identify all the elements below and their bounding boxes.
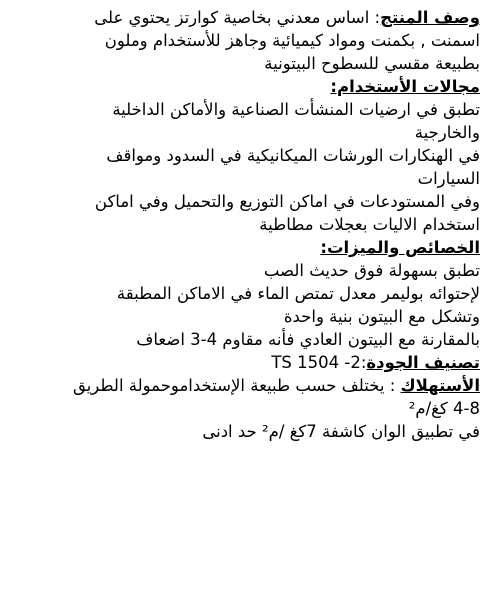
consumption-line-1 [22, 374, 480, 397]
features-line-2: لإحتوائه بوليمر معدل تمتص الماء في الاماكن المطبقة [116, 284, 480, 303]
quality-value: :2- TS 1504 [271, 353, 367, 372]
features-line-3: وتشكل مع البيتون بنية واحدة [283, 307, 480, 326]
description-label: وصف المنتج [380, 8, 480, 27]
features-line-4: بالمقارنة مع البيتون العادي فأنه مقاوم 4-3 اضعاف [136, 330, 480, 349]
description-line-2: اسمنت , بكمنت ومواد كيميائية وجاهز للأستخدام وملون [104, 31, 480, 50]
description-separator: : [369, 8, 381, 27]
description-line-3: بطبيعة مقسي للسطوح البيتونية [264, 54, 480, 73]
uses-line-4: السيارات [417, 169, 480, 188]
quality-label: تصنيف الجودة [366, 353, 480, 372]
uses-heading: مجالات الأستخدام: [330, 77, 480, 96]
uses-line-6: استخدام الاليات بعجلات مطاطية [259, 215, 480, 234]
consumption-label: الأستهلاك [400, 376, 480, 395]
uses-line-2: والخارجية [414, 123, 480, 142]
features-line-1: تطبق بسهولة فوق حديث الصب [263, 261, 480, 280]
consumption-line-2: 4-8 كغ/م² [408, 399, 480, 418]
uses-line-5: وفي المستودعات في اماكن التوزيع والتحميل وفي اماكن [94, 192, 480, 211]
quality-line [22, 351, 480, 374]
uses-line-1: تطبق في ارضيات المنشأت الصناعية والأماكن الداخلية [112, 100, 480, 119]
description-text-1: اساس معدني بخاصية كوارتز يحتوي على [94, 8, 370, 27]
consumption-text-1: : يختلف حسب طبيعة الإستخداموحمولة الطريق [72, 376, 401, 395]
uses-line-3: في الهنكارات الورشات الميكانيكية في السدود ومواقف [106, 146, 480, 165]
description-line-1 [22, 6, 480, 29]
features-heading: الخصائص والميزات: [320, 238, 480, 257]
consumption-line-3: في تطبيق الوان كاشفة 7كغ /م² حد ادنى [202, 422, 480, 441]
